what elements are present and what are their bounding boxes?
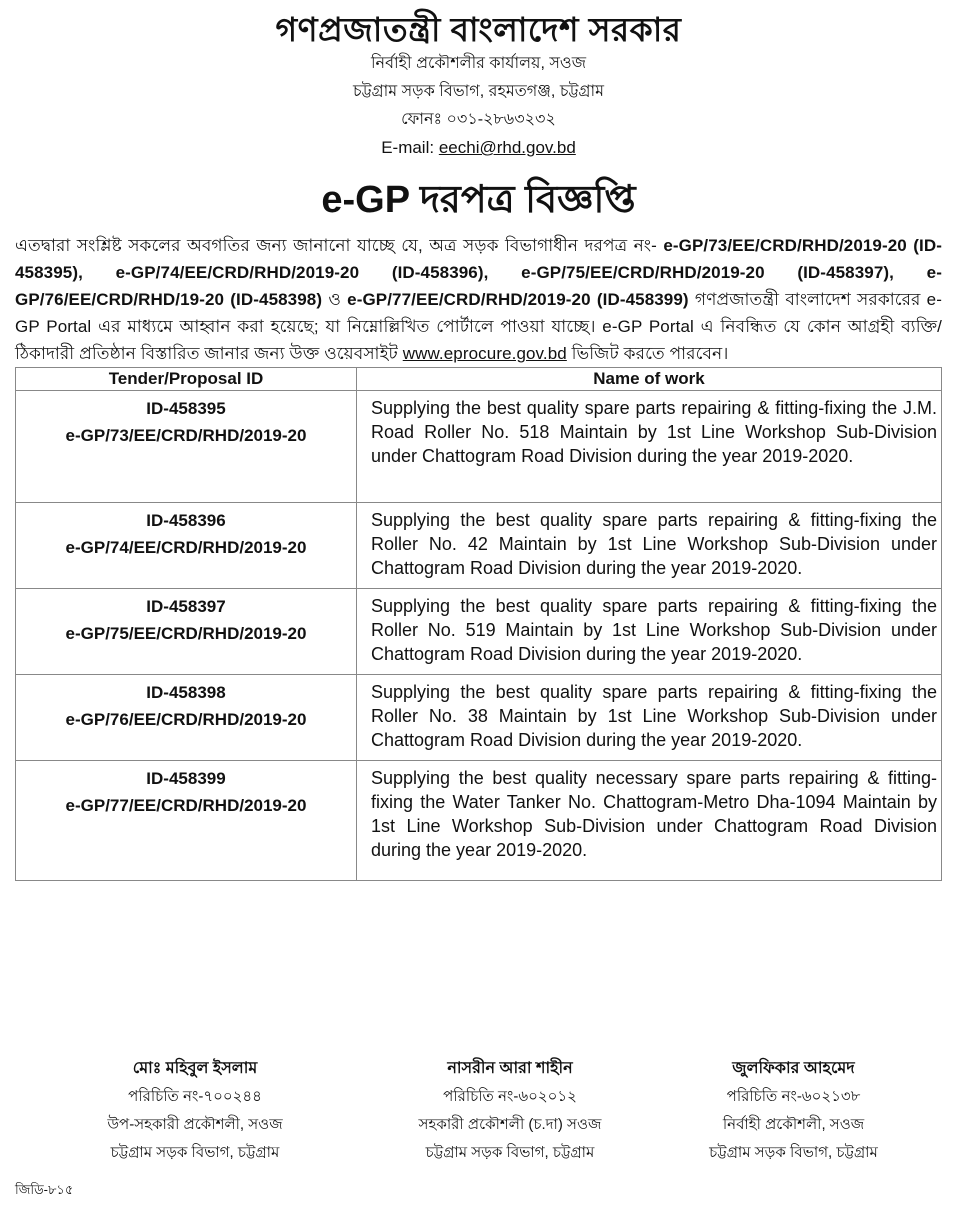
tender-table xyxy=(15,367,942,881)
signatory-title: সহকারী প্রকৌশলী (চ.দা) সওজ xyxy=(418,1116,602,1133)
table-row xyxy=(16,503,942,589)
tender-ref-1: e-GP/73/EE/CRD/RHD/2019-20 (ID-458395), xyxy=(15,236,942,282)
intro-text-3: ভিজিট করতে পারবেন। xyxy=(571,344,729,363)
signatory-title: উপ-সহকারী প্রকৌশলী, সওজ xyxy=(107,1116,283,1133)
tender-id-cell xyxy=(16,503,357,589)
table-row xyxy=(16,391,942,503)
work-name: Supplying the best quality spare parts repairing & fitting-fixing the Roller No. 519 Maintain by 1st Line Workshop Sub-Division under Chattogram Road Division during the year 2019-2020. xyxy=(357,589,942,675)
signatory-title: নির্বাহী প্রকৌশলী, সওজ xyxy=(722,1116,865,1133)
intro-and: ও xyxy=(328,290,341,309)
email-link[interactable]: eechi@rhd.gov.bd xyxy=(438,138,576,157)
email-line xyxy=(15,134,942,162)
table-row xyxy=(16,589,942,675)
tender-ref: e-GP/75/EE/CRD/RHD/2019-20 xyxy=(65,624,307,643)
column-header-id: Tender/Proposal ID xyxy=(16,368,357,391)
work-name: Supplying the best quality spare parts repairing & fitting-fixing the Roller No. 38 Maintain by 1st Line Workshop Sub-Division under Chattogram Road Division during the year 2019-2020. xyxy=(357,675,942,761)
email-label: E-mail: xyxy=(381,138,435,157)
tender-id-cell xyxy=(16,589,357,675)
government-title: গণপ্রজাতন্ত্রী বাংলাদেশ সরকার xyxy=(275,11,682,48)
work-name: Supplying the best quality necessary spare parts repairing & fitting-fixing the Water Tanker No. Chattogram-Metro Dha-1094 Maintain by 1st Line Workshop Sub-Division under Chattogram Road Division during the year 2019-2020. xyxy=(357,761,942,881)
letterhead xyxy=(15,10,942,224)
signature-1 xyxy=(0,1055,390,1167)
tender-ref-5: e-GP/77/EE/CRD/RHD/2019-20 (ID-458399) xyxy=(347,290,689,309)
tender-id-cell xyxy=(16,761,357,881)
notice-page xyxy=(0,10,957,1210)
tender-ref-4: e-GP/76/EE/CRD/RHD/19-20 (ID-458398) xyxy=(15,263,942,309)
intro-text-1: এতদ্বারা সংশ্লিষ্ট সকলের অবগতির জন্য জানানো যাচ্ছে যে, অত্র সড়ক বিভাগাধীন দরপত্র নং- xyxy=(15,236,657,255)
signatory-id: পরিচিতি নং-৬০২০১২ xyxy=(443,1088,577,1105)
signatory-id: পরিচিতি নং-৭০০২৪৪ xyxy=(128,1088,262,1105)
signatory-id: পরিচিতি নং-৬০২১৩৮ xyxy=(726,1088,861,1105)
tender-ref: e-GP/73/EE/CRD/RHD/2019-20 xyxy=(65,426,307,445)
tender-ref: e-GP/76/EE/CRD/RHD/2019-20 xyxy=(65,710,307,729)
tender-id: ID-458398 xyxy=(146,683,226,702)
footer-code: জিডি-৮১৫ xyxy=(15,1182,74,1197)
table-row xyxy=(16,675,942,761)
tender-id: ID-458397 xyxy=(146,597,226,616)
work-name: Supplying the best quality spare parts repairing & fitting-fixing the J.M. Road Roller No. 518 Maintain by 1st Line Workshop Sub-Division under Chattogram Road Division during the year 2019-2020. xyxy=(357,391,942,503)
signature-2 xyxy=(390,1055,630,1167)
column-header-work: Name of work xyxy=(357,368,942,391)
division-address: চট্টগ্রাম সড়ক বিভাগ, রহমতগঞ্জ, চট্টগ্রাম xyxy=(352,83,605,100)
tender-id-cell xyxy=(16,675,357,761)
signature-block xyxy=(0,1055,957,1167)
website-link[interactable]: www.eprocure.gov.bd xyxy=(402,344,567,363)
table-row xyxy=(16,761,942,881)
tender-id: ID-458396 xyxy=(146,511,226,530)
tender-ref-2: e-GP/74/EE/CRD/RHD/2019-20 (ID-458396), xyxy=(115,263,489,282)
table-header-row xyxy=(16,368,942,391)
tender-ref: e-GP/74/EE/CRD/RHD/2019-20 xyxy=(65,538,307,557)
intro-paragraph xyxy=(15,232,942,367)
work-name: Supplying the best quality spare parts repairing & fitting-fixing the Roller No. 42 Maintain by 1st Line Workshop Sub-Division under Chattogram Road Division during the year 2019-2020. xyxy=(357,503,942,589)
signature-3 xyxy=(630,1055,957,1167)
signatory-name: মোঃ মহিবুল ইসলাম xyxy=(132,1060,258,1077)
tender-ref-3: e-GP/75/EE/CRD/RHD/2019-20 (ID-458397), xyxy=(521,263,894,282)
tender-id: ID-458399 xyxy=(146,769,226,788)
intro-text-2: গণপ্রজাতন্ত্রী বাংলাদেশ সরকারের e-GP Portal এর মাধ্যমে আহ্বান করা হয়েছে; যা নিম্নোল্লিখিত পোর্টালে পাওয়া যাচ্ছে। e-GP Portal এ নিবন্ধিত যে কোন আগ্রহী ব্যক্তি/ঠিকাদারী প্রতিষ্ঠান বিস্তারিত জানার জন্য উক্ত ওয়েবসাইট xyxy=(15,290,942,363)
signatory-office: চট্টগ্রাম সড়ক বিভাগ, চট্টগ্রাম xyxy=(425,1144,595,1161)
signatory-office: চট্টগ্রাম সড়ক বিভাগ, চট্টগ্রাম xyxy=(110,1144,280,1161)
tender-id-cell xyxy=(16,391,357,503)
phone-number: ফোনঃ ০৩১-২৮৬৩২৩২ xyxy=(401,111,556,128)
office-name: নির্বাহী প্রকৌশলীর কার্যালয়, সওজ xyxy=(370,55,587,72)
signatory-name: জুলফিকার আহমেদ xyxy=(732,1060,855,1077)
tender-id: ID-458395 xyxy=(146,399,226,418)
signatory-office: চট্টগ্রাম সড়ক বিভাগ, চট্টগ্রাম xyxy=(709,1144,878,1161)
notice-title: e-GP দরপত্র বিজ্ঞপ্তি xyxy=(321,179,636,221)
signatory-name: নাসরীন আরা শাহীন xyxy=(447,1060,573,1077)
tender-ref: e-GP/77/EE/CRD/RHD/2019-20 xyxy=(65,796,307,815)
